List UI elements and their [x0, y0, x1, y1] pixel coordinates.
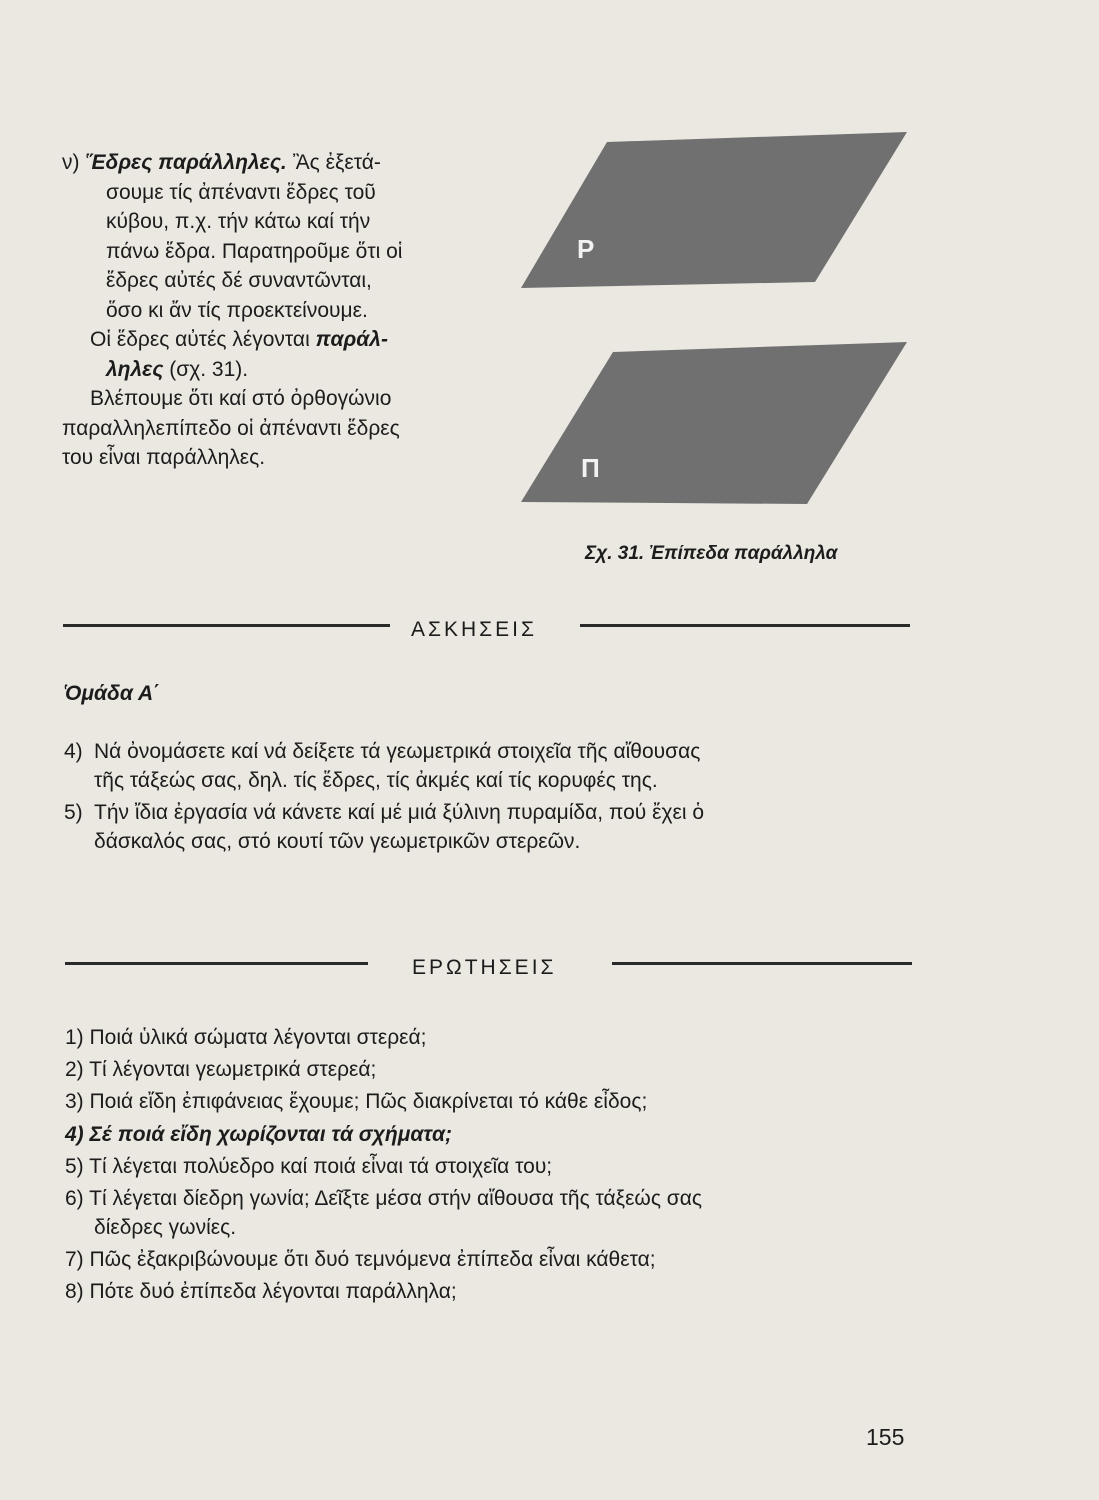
section-v-title: Ἕδρες παράλληλες. — [85, 151, 287, 174]
exercise-4-num: 4) — [64, 740, 83, 763]
question-7: 7) Πῶς ἐξακριβώνουμε ὅτι δυό τεμνόμενα ἐπίπεδα εἶναι κάθετα; — [65, 1248, 656, 1271]
question-2: 2) Τί λέγονται γεωμετρικά στερεά; — [65, 1058, 377, 1081]
section-v-line-8-emph: ληλες — [106, 357, 164, 381]
exercises-rule-left — [63, 624, 390, 627]
section-v-line-2: σουμε τίς ἀπέναντι ἕδρες τοῦ — [106, 180, 376, 204]
section-v-line-7-emph: παράλ- — [315, 328, 388, 351]
section-v-line-6: ὅσο κι ἄν τίς προεκτείνουμε. — [106, 298, 368, 322]
figure-parallel-planes — [515, 130, 915, 515]
question-8: 8) Πότε δυό ἐπίπεδα λέγονται παράλληλα; — [65, 1280, 457, 1303]
section-v-line-3: κύβου, π.χ. τήν κάτω καί τήν — [106, 210, 371, 233]
plane-pi — [521, 342, 907, 504]
section-v-line-10: παραλληλεπίπεδο οἱ ἀπέναντι ἕδρες — [62, 416, 400, 440]
section-v-line-1: Ἂς ἐξετά- — [292, 151, 381, 174]
plane-p — [521, 132, 907, 288]
exercise-5-text-cont: δάσκαλός σας, στό κουτί τῶν γεωμετρικῶν στερεῶν. — [94, 830, 581, 853]
exercise-item-4 — [64, 737, 924, 795]
section-v-line-9: Βλέπουμε ὅτι καί στό ὀρθογώνιο — [90, 387, 392, 410]
plane-p-label: P — [577, 234, 595, 264]
question-3: 3) Ποιά εἴδη ἐπιφάνειας ἔχουμε; Πῶς διακρίνεται τό κάθε εἶδος; — [65, 1090, 648, 1113]
section-v-label: ν) — [62, 151, 80, 174]
exercise-5-num: 5) — [64, 801, 83, 824]
exercise-4-text: Νά ὀνομάσετε καί νά δείξετε τά γεωμετρικά στοιχεῖα τῆς αἴθουσας — [94, 740, 701, 763]
section-v-line-11: του εἶναι παράλληλες. — [62, 446, 266, 469]
section-v-text — [62, 148, 502, 473]
exercise-4-text-cont: τῆς τάξεώς σας, δηλ. τίς ἕδρες, τίς ἀκμές καί τίς κορυφές της. — [94, 769, 658, 792]
questions-heading: ΕΡΩΤΗΣΕΙΣ — [412, 956, 557, 979]
question-6: 6) Τί λέγεται δίεδρη γωνία; Δεῖξτε μέσα στήν αἴθουσα τῆς τάξεώς σας — [65, 1187, 703, 1210]
questions-rule-left — [65, 962, 368, 965]
section-v-line-5: ἕδρες αὐτές δέ συναντῶνται, — [106, 269, 372, 292]
plane-pi-label: Π — [581, 453, 600, 483]
exercises-heading: ΑΣΚΗΣΕΙΣ — [411, 618, 537, 641]
question-5: 5) Τί λέγεται πολύεδρο καί ποιά εἶναι τά στοιχεῖα του; — [65, 1155, 553, 1178]
page-number: 155 — [866, 1424, 905, 1450]
section-v-line-4: πάνω ἕδρα. Παρατηροῦμε ὅτι οἱ — [106, 239, 403, 263]
question-4: 4) Σέ ποιά εἴδη χωρίζονται τά σχήματα; — [65, 1123, 452, 1146]
question-1: 1) Ποιά ὑλικά σώματα λέγονται στερεά; — [65, 1026, 427, 1049]
exercises-rule-right — [580, 624, 910, 627]
exercise-item-5 — [64, 798, 924, 856]
questions-rule-right — [612, 962, 912, 965]
section-v-line-8: (σχ. 31). — [169, 357, 249, 381]
section-v-line-7: Οἱ ἕδρες αὐτές λέγονται — [90, 328, 310, 351]
question-6-cont: δίεδρες γωνίες. — [94, 1216, 237, 1239]
exercise-5-text: Τήν ἴδια ἐργασία νά κάνετε καί μέ μιά ξύλινη πυραμίδα, πού ἔχει ὁ — [94, 801, 705, 824]
exercise-group-label: Ὁμάδα Α΄ — [64, 682, 161, 705]
figure-caption: Σχ. 31. Ἐπίπεδα παράλληλα — [585, 543, 838, 564]
